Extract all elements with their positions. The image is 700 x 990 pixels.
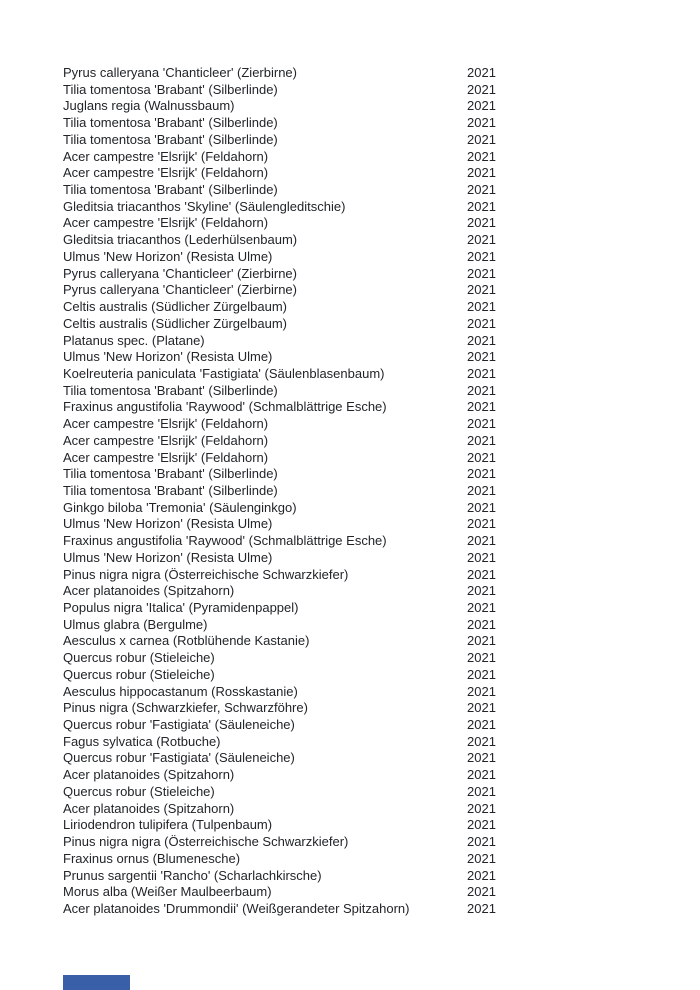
tree-name: Acer platanoides (Spitzahorn) — [63, 583, 235, 599]
list-item — [63, 483, 527, 500]
list-item — [63, 266, 527, 283]
planting-year: 2021 — [467, 499, 496, 515]
planting-year: 2021 — [467, 549, 496, 565]
tree-name: Ulmus 'New Horizon' (Resista Ulme) — [63, 516, 273, 532]
list-item — [63, 98, 527, 115]
list-item — [63, 834, 527, 851]
planting-year: 2021 — [467, 850, 496, 866]
tree-name: Acer platanoides (Spitzahorn) — [63, 767, 235, 783]
planting-year: 2021 — [467, 867, 496, 883]
list-item — [63, 550, 527, 567]
planting-year: 2021 — [467, 600, 496, 615]
list-item — [63, 633, 527, 650]
tree-name: Ulmus 'New Horizon' (Resista Ulme) — [63, 248, 273, 264]
tree-name: Populus nigra 'Italica' (Pyramidenpappel) — [63, 600, 299, 615]
planting-year: 2021 — [467, 182, 496, 198]
tree-name: Ginkgo biloba 'Tremonia' (Säulenginkgo) — [63, 499, 297, 515]
planting-year: 2021 — [467, 449, 496, 465]
tree-name: Acer campestre 'Elsrijk' (Feldahorn) — [63, 449, 269, 465]
list-item — [63, 349, 527, 366]
tree-name: Quercus robur (Stieleiche) — [63, 783, 215, 799]
list-item — [63, 383, 527, 400]
planting-year: 2021 — [467, 566, 496, 582]
tree-name: Acer platanoides (Spitzahorn) — [63, 800, 235, 816]
list-item — [63, 165, 527, 182]
tree-name: Quercus robur (Stieleiche) — [63, 650, 215, 666]
planting-year: 2021 — [467, 900, 496, 916]
tree-name: Koelreuteria paniculata 'Fastigiata' (Säulenblasenbaum) — [63, 365, 385, 381]
list-item — [63, 684, 527, 701]
list-item — [63, 617, 527, 634]
tree-name: Pinus nigra nigra (Österreichische Schwarzkiefer) — [63, 566, 349, 582]
planting-year: 2021 — [467, 800, 496, 816]
planting-year: 2021 — [467, 516, 496, 532]
planting-year: 2021 — [467, 884, 496, 900]
tree-name: Tilia tomentosa 'Brabant' (Silberlinde) — [63, 466, 278, 482]
planting-year: 2021 — [467, 482, 496, 498]
tree-name: Acer platanoides 'Drummondii' (Weißgerandeter Spitzahorn) — [63, 900, 410, 916]
list-item — [63, 667, 527, 684]
tree-name: Tilia tomentosa 'Brabant' (Silberlinde) — [63, 81, 278, 97]
list-item — [63, 366, 527, 383]
list-item — [63, 249, 527, 266]
planting-year: 2021 — [467, 349, 496, 365]
planting-year: 2021 — [467, 382, 496, 398]
list-item — [63, 600, 527, 617]
planting-year: 2021 — [467, 783, 496, 799]
list-item — [63, 82, 527, 99]
list-item — [63, 567, 527, 584]
list-item — [63, 282, 527, 299]
planting-year: 2021 — [467, 733, 496, 749]
planting-year: 2021 — [467, 265, 496, 281]
planting-year: 2021 — [467, 717, 496, 733]
tree-name: Morus alba (Weißer Maulbeerbaum) — [63, 884, 272, 900]
list-item — [63, 516, 527, 533]
planting-year: 2021 — [467, 750, 496, 766]
planting-year: 2021 — [467, 115, 496, 131]
list-item — [63, 734, 527, 751]
planting-year: 2021 — [467, 700, 496, 716]
planting-year: 2021 — [467, 767, 496, 783]
tree-name: Tilia tomentosa 'Brabant' (Silberlinde) — [63, 382, 278, 398]
planting-year: 2021 — [467, 399, 496, 415]
tree-name: Juglans regia (Walnussbaum) — [63, 98, 235, 114]
planting-year: 2021 — [467, 365, 496, 381]
tree-name: Acer campestre 'Elsrijk' (Feldahorn) — [63, 416, 269, 432]
list-item — [63, 115, 527, 132]
tree-name: Pyrus calleryana 'Chanticleer' (Zierbirne) — [63, 265, 297, 281]
planting-year: 2021 — [467, 633, 496, 649]
tree-name: Acer campestre 'Elsrijk' (Feldahorn) — [63, 215, 269, 231]
list-item — [63, 149, 527, 166]
list-item — [63, 466, 527, 483]
tree-name: Quercus robur 'Fastigiata' (Säuleneiche) — [63, 717, 295, 733]
planting-year: 2021 — [467, 215, 496, 231]
planting-year: 2021 — [467, 148, 496, 164]
list-item — [63, 416, 527, 433]
list-item — [63, 700, 527, 717]
planting-year: 2021 — [467, 683, 496, 699]
planting-year: 2021 — [467, 583, 496, 599]
planting-year: 2021 — [467, 817, 496, 833]
list-item — [63, 817, 527, 834]
planting-year: 2021 — [467, 98, 496, 114]
planting-year: 2021 — [467, 198, 496, 214]
list-item — [63, 650, 527, 667]
list-item — [63, 851, 527, 868]
list-item — [63, 399, 527, 416]
list-item — [63, 884, 527, 901]
tree-name: Tilia tomentosa 'Brabant' (Silberlinde) — [63, 482, 278, 498]
planting-year: 2021 — [467, 65, 496, 80]
tree-name: Ulmus 'New Horizon' (Resista Ulme) — [63, 549, 273, 565]
tree-name: Celtis australis (Südlicher Zürgelbaum) — [63, 299, 287, 315]
planting-year: 2021 — [467, 332, 496, 348]
tree-name: Aesculus hippocastanum (Rosskastanie) — [63, 683, 298, 699]
list-item — [63, 65, 527, 82]
tree-name: Fraxinus ornus (Blumenesche) — [63, 850, 241, 866]
tree-name: Ulmus glabra (Bergulme) — [63, 616, 208, 632]
tree-name: Ulmus 'New Horizon' (Resista Ulme) — [63, 349, 273, 365]
planting-year: 2021 — [467, 315, 496, 331]
list-item — [63, 767, 527, 784]
planting-year: 2021 — [467, 466, 496, 482]
list-item — [63, 333, 527, 350]
planting-year: 2021 — [467, 533, 496, 549]
tree-name: Aesculus x carnea (Rotblühende Kastanie) — [63, 633, 310, 649]
tree-name: Pyrus calleryana 'Chanticleer' (Zierbirne) — [63, 65, 297, 80]
planting-year: 2021 — [467, 282, 496, 298]
list-item — [63, 868, 527, 885]
planting-year: 2021 — [467, 666, 496, 682]
tree-name: Gleditsia triacanthos 'Skyline' (Säulengleditschie) — [63, 198, 346, 214]
tree-name: Acer campestre 'Elsrijk' (Feldahorn) — [63, 148, 269, 164]
list-item — [63, 215, 527, 232]
list-item — [63, 750, 527, 767]
tree-name: Gleditsia triacanthos (Lederhülsenbaum) — [63, 232, 298, 248]
planting-year: 2021 — [467, 165, 496, 181]
tree-list — [63, 65, 527, 918]
planting-year: 2021 — [467, 131, 496, 147]
planting-year: 2021 — [467, 299, 496, 315]
tree-name: Tilia tomentosa 'Brabant' (Silberlinde) — [63, 131, 278, 147]
list-item — [63, 801, 527, 818]
footer-accent-bar — [63, 975, 130, 990]
tree-name: Pyrus calleryana 'Chanticleer' (Zierbirne) — [63, 282, 297, 298]
tree-name: Tilia tomentosa 'Brabant' (Silberlinde) — [63, 115, 278, 131]
tree-name: Liriodendron tulipifera (Tulpenbaum) — [63, 817, 273, 833]
tree-name: Platanus spec. (Platane) — [63, 332, 205, 348]
planting-year: 2021 — [467, 616, 496, 632]
planting-year: 2021 — [467, 432, 496, 448]
tree-name: Quercus robur (Stieleiche) — [63, 666, 215, 682]
planting-year: 2021 — [467, 81, 496, 97]
tree-name: Celtis australis (Südlicher Zürgelbaum) — [63, 315, 287, 331]
tree-name: Pinus nigra (Schwarzkiefer, Schwarzföhre) — [63, 700, 308, 716]
tree-name: Fagus sylvatica (Rotbuche) — [63, 733, 221, 749]
planting-year: 2021 — [467, 248, 496, 264]
list-item — [63, 901, 527, 918]
tree-name: Quercus robur 'Fastigiata' (Säuleneiche) — [63, 750, 295, 766]
tree-name: Fraxinus angustifolia 'Raywood' (Schmalblättrige Esche) — [63, 399, 387, 415]
list-item — [63, 433, 527, 450]
planting-year: 2021 — [467, 232, 496, 248]
tree-name: Pinus nigra nigra (Österreichische Schwarzkiefer) — [63, 834, 349, 850]
list-item — [63, 132, 527, 149]
list-item — [63, 232, 527, 249]
list-item — [63, 182, 527, 199]
planting-year: 2021 — [467, 834, 496, 850]
planting-year: 2021 — [467, 416, 496, 432]
list-item — [63, 199, 527, 216]
tree-name: Acer campestre 'Elsrijk' (Feldahorn) — [63, 432, 269, 448]
tree-name: Prunus sargentii 'Rancho' (Scharlachkirsche) — [63, 867, 322, 883]
tree-name: Acer campestre 'Elsrijk' (Feldahorn) — [63, 165, 269, 181]
list-item — [63, 784, 527, 801]
list-item — [63, 299, 527, 316]
list-item — [63, 533, 527, 550]
planting-year: 2021 — [467, 650, 496, 666]
tree-name: Fraxinus angustifolia 'Raywood' (Schmalblättrige Esche) — [63, 533, 387, 549]
list-item — [63, 583, 527, 600]
list-item — [63, 717, 527, 734]
list-item — [63, 316, 527, 333]
list-item — [63, 450, 527, 467]
list-item — [63, 500, 527, 517]
tree-name: Tilia tomentosa 'Brabant' (Silberlinde) — [63, 182, 278, 198]
